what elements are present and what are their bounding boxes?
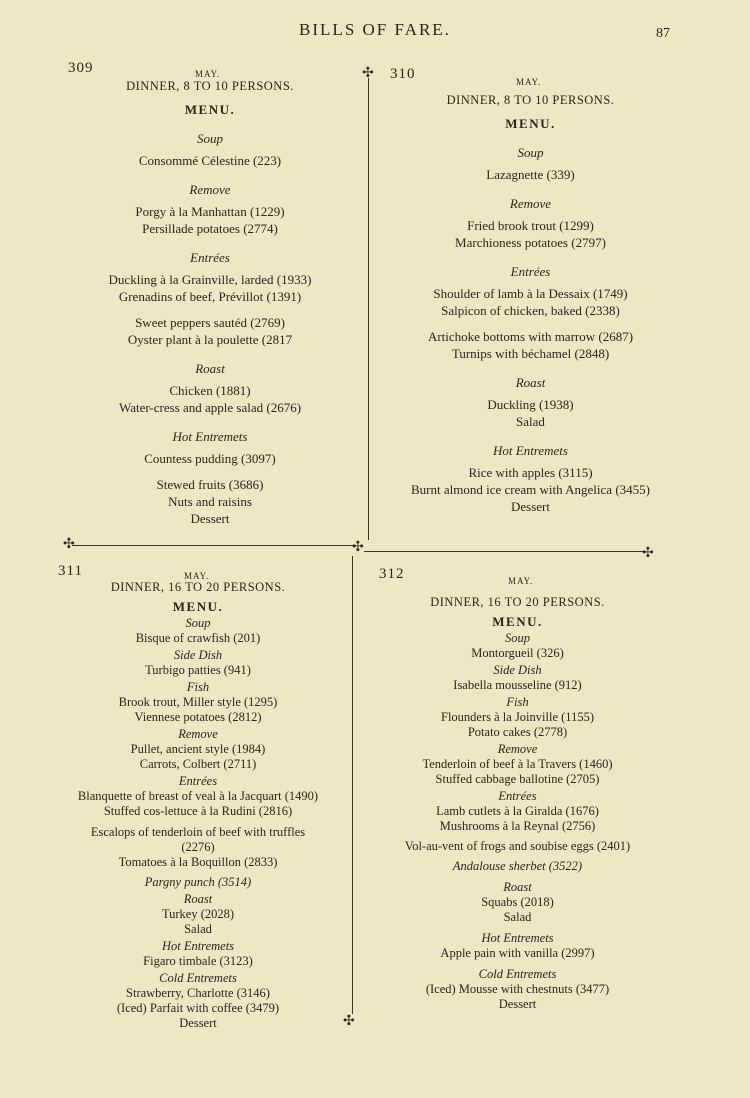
dish: Nuts and raisins bbox=[168, 494, 252, 509]
dish: (Iced) Mousse with chestnuts (3477) bbox=[425, 982, 610, 996]
dish: Squabs (2018) bbox=[481, 895, 554, 909]
section-entrees: Entrées bbox=[510, 264, 551, 279]
dish: Duckling à la Grainville, larded (1933) bbox=[108, 272, 312, 287]
section-hot-entremets: Hot Entremets bbox=[493, 443, 568, 458]
dish: Bisque of crawfish (201) bbox=[135, 631, 261, 645]
dish: Montorgueil (326) bbox=[471, 646, 564, 660]
ornament-center: ✣ bbox=[352, 540, 364, 555]
section-remove: Remove bbox=[497, 742, 538, 756]
section-side-dish: Side Dish bbox=[173, 648, 223, 662]
section-remove: Remove bbox=[189, 182, 231, 197]
section-roast: Roast bbox=[195, 361, 225, 376]
section-entrees: Entrées bbox=[178, 774, 218, 788]
sherbet: Andalouse sherbet (3522) bbox=[452, 859, 583, 873]
dinner-heading: DINNER, 16 TO 20 PERSONS. bbox=[110, 580, 286, 594]
dish: Lazagnette (339) bbox=[486, 167, 575, 182]
section-hot-entremets: Hot Entremets bbox=[481, 931, 554, 945]
dish: Salad bbox=[184, 922, 212, 936]
dish: Sweet peppers sautéd (2769) bbox=[135, 315, 285, 330]
dish: (Iced) Parfait with coffee (3479) bbox=[116, 1001, 280, 1015]
dish: Carrots, Colbert (2711) bbox=[139, 757, 257, 771]
dish: Viennese potatoes (2812) bbox=[134, 710, 262, 724]
section-hot-entremets: Hot Entremets bbox=[172, 429, 248, 444]
section-soup: Soup bbox=[197, 131, 223, 146]
menu-number: 311 bbox=[58, 563, 83, 579]
dish: Brook trout, Miller style (1295) bbox=[118, 695, 278, 709]
dish: Chicken (1881) bbox=[169, 383, 251, 398]
section-side-dish: Side Dish bbox=[493, 663, 542, 677]
menu-label: MENU. bbox=[172, 599, 224, 614]
month-label: MAY. bbox=[195, 69, 221, 79]
dish: Apple pain with vanilla (2997) bbox=[440, 946, 595, 960]
menu-label: MENU. bbox=[492, 614, 543, 629]
dish: Salpicon of chicken, baked (2338) bbox=[441, 303, 620, 318]
section-hot-entremets: Hot Entremets bbox=[161, 939, 235, 953]
dish: Consommé Célestine (223) bbox=[138, 153, 282, 168]
dish: Escalops of tenderloin of beef with truffles (2276) bbox=[90, 825, 306, 854]
dessert: Dessert bbox=[190, 511, 230, 526]
section-entrees: Entrées bbox=[498, 789, 537, 803]
ornament-top: ✣ bbox=[362, 66, 374, 81]
menu-number: 310 bbox=[390, 66, 416, 82]
dish: Rice with apples (3115) bbox=[468, 465, 593, 480]
month-label: MAY. bbox=[184, 571, 210, 581]
menu-309 bbox=[60, 60, 360, 527]
section-roast: Roast bbox=[515, 375, 546, 390]
dish: Potato cakes (2778) bbox=[467, 725, 568, 739]
dish: Countess pudding (3097) bbox=[144, 451, 276, 466]
section-remove: Remove bbox=[178, 727, 218, 741]
section-cold-entremets: Cold Entremets bbox=[478, 967, 557, 981]
dessert: Dessert bbox=[498, 997, 537, 1011]
vol-au-vent: Vol-au-vent of frogs and soubise eggs (2401) bbox=[404, 839, 631, 853]
horizontal-rule-right bbox=[364, 551, 646, 552]
section-fish: Fish bbox=[506, 695, 529, 709]
section-roast: Roast bbox=[183, 892, 213, 906]
menu-312 bbox=[365, 566, 670, 1012]
ornament-left: ✣ bbox=[63, 537, 75, 552]
dish: Pullet, ancient style (1984) bbox=[130, 742, 266, 756]
dish: Stewed fruits (3686) bbox=[156, 477, 264, 492]
dish: Fried brook trout (1299) bbox=[467, 218, 594, 233]
menu-number: 312 bbox=[379, 566, 405, 582]
dish: Oyster plant à la poulette (2817 bbox=[127, 332, 293, 347]
section-entrees: Entrées bbox=[190, 250, 230, 265]
dish: Salad bbox=[516, 414, 545, 429]
dish: Turbigo patties (941) bbox=[145, 663, 251, 677]
dish: Turnips with béchamel (2848) bbox=[451, 346, 610, 361]
horizontal-rule-left bbox=[72, 545, 356, 546]
bottom-column-rule bbox=[352, 556, 353, 1014]
menu-311 bbox=[48, 563, 348, 1031]
dessert: Dessert bbox=[179, 1016, 217, 1030]
dish: Flounders à la Joinville (1155) bbox=[441, 710, 594, 724]
dish: Blanquette of breast of veal à la Jacquart (1490) bbox=[77, 789, 319, 803]
menu-310 bbox=[378, 66, 683, 515]
section-cold-entremets: Cold Entremets bbox=[159, 971, 237, 985]
dish: Tomatoes à la Boquillon (2833) bbox=[118, 855, 278, 869]
section-roast: Roast bbox=[503, 880, 532, 894]
month-label: MAY. bbox=[508, 576, 534, 586]
dinner-heading: DINNER, 8 TO 10 PERSONS. bbox=[446, 93, 615, 107]
dish: Burnt almond ice cream with Angelica (3455) bbox=[411, 482, 650, 497]
dish: Figaro timbale (3123) bbox=[143, 954, 253, 968]
ornament-right: ✣ bbox=[642, 546, 654, 561]
dish: Grenadins of beef, Prévillot (1391) bbox=[118, 289, 302, 304]
dessert: Dessert bbox=[511, 499, 550, 514]
dish: Stuffed cabbage ballotine (2705) bbox=[435, 772, 600, 786]
section-soup: Soup bbox=[517, 145, 544, 160]
section-fish: Fish bbox=[186, 680, 210, 694]
punch: Pargny punch (3514) bbox=[144, 875, 252, 889]
dish: Water-cress and apple salad (2676) bbox=[118, 400, 302, 415]
section-soup: Soup bbox=[185, 616, 211, 630]
dish: Shoulder of lamb à la Dessaix (1749) bbox=[433, 286, 628, 301]
dish: Strawberry, Charlotte (3146) bbox=[126, 986, 270, 1000]
ornament-bottom: ✣ bbox=[343, 1014, 355, 1029]
menu-number: 309 bbox=[68, 60, 94, 76]
menu-label: MENU. bbox=[184, 102, 236, 117]
dish: Tenderloin of beef à la Travers (1460) bbox=[422, 757, 613, 771]
menu-label: MENU. bbox=[505, 116, 556, 131]
page-number: 87 bbox=[656, 26, 670, 41]
dinner-heading: DINNER, 8 TO 10 PERSONS. bbox=[126, 79, 294, 93]
dinner-heading: DINNER, 16 TO 20 PERSONS. bbox=[430, 595, 605, 609]
dish: Duckling (1938) bbox=[487, 397, 574, 412]
dish: Isabella mousseline (912) bbox=[453, 678, 582, 692]
dish: Stuffed cos-lettuce à la Rudini (2816) bbox=[103, 804, 293, 818]
dish: Turkey (2028) bbox=[161, 907, 235, 921]
dish: Artichoke bottoms with marrow (2687) bbox=[427, 329, 634, 344]
dish: Porgy à la Manhattan (1229) bbox=[135, 204, 285, 219]
dish: Persillade potatoes (2774) bbox=[142, 221, 278, 236]
month-label: MAY. bbox=[516, 77, 542, 87]
dish: Salad bbox=[503, 910, 532, 924]
dish: Marchioness potatoes (2797) bbox=[455, 235, 606, 250]
dish: Mushrooms à la Reynal (2756) bbox=[439, 819, 596, 833]
running-head: BILLS OF FARE. bbox=[299, 20, 451, 39]
section-soup: Soup bbox=[505, 631, 530, 645]
dish: Lamb cutlets à la Giralda (1676) bbox=[436, 804, 599, 818]
page-header bbox=[0, 20, 750, 44]
top-column-rule bbox=[368, 78, 369, 540]
section-remove: Remove bbox=[509, 196, 552, 211]
